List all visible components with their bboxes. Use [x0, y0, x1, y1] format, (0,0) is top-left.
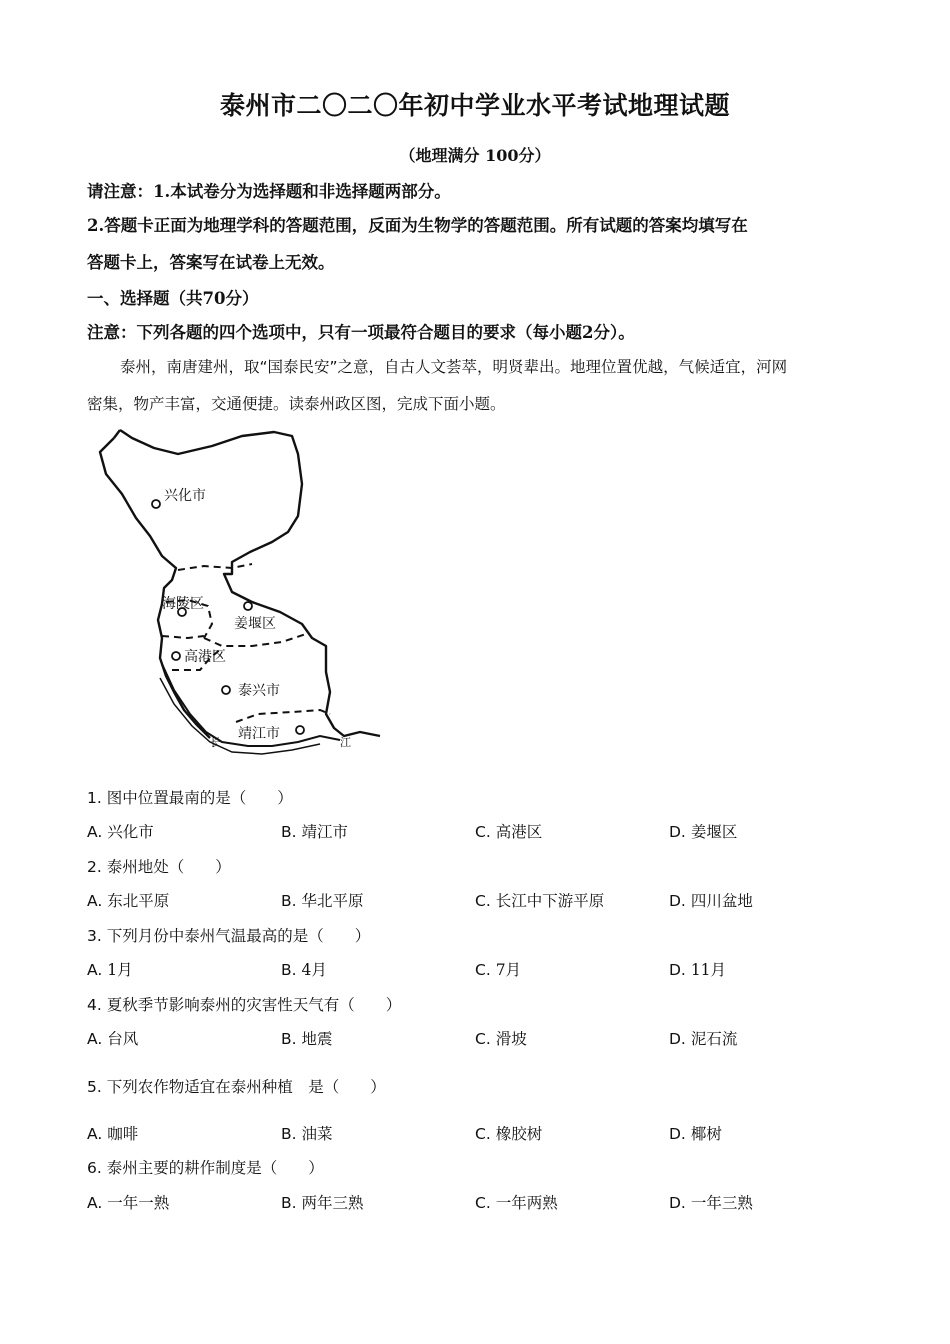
question-3-option-d: [669, 958, 726, 980]
option-letter: C.: [475, 961, 491, 979]
question-4-option-c: [475, 1027, 527, 1049]
option-letter: C.: [475, 1030, 491, 1048]
taizhou-district-map: [92, 424, 392, 764]
question-2-option-c: [475, 889, 604, 911]
option-letter: D.: [669, 892, 686, 910]
question-number: 5.: [87, 1078, 102, 1096]
question-6-option-a: [87, 1191, 169, 1213]
question-3-option-a: [87, 958, 133, 980]
option-letter: B.: [281, 892, 297, 910]
question-1: [87, 786, 293, 808]
option-text: 地震: [301, 1030, 333, 1048]
option-text: 两年三熟: [301, 1194, 364, 1212]
question-4-option-a: [87, 1027, 138, 1049]
option-letter: D.: [669, 1030, 686, 1048]
marker-jingjiang: [296, 726, 304, 734]
question-3-option-c: [475, 958, 521, 980]
label-hailing: 海陵区: [162, 596, 204, 612]
option-text: 四川盆地: [690, 892, 753, 910]
question-2-option-b: [281, 889, 364, 911]
option-text: 7月: [495, 961, 522, 979]
option-letter: C.: [475, 1194, 491, 1212]
border-hailing-gaogang: [162, 636, 204, 638]
option-letter: B.: [281, 1030, 297, 1048]
question-4-option-d: [669, 1027, 737, 1049]
option-text: 兴化市: [107, 823, 154, 841]
option-text: 油菜: [301, 1125, 333, 1143]
option-letter: A.: [87, 1125, 103, 1143]
question-1-option-b: [281, 820, 348, 842]
option-letter: A.: [87, 1194, 103, 1212]
question-5: [87, 1075, 386, 1097]
question-text: 夏秋季节影响泰州的灾害性天气有（ ）: [106, 996, 402, 1014]
label-jiangyan: 姜堰区: [234, 616, 276, 632]
label-xinghua: 兴化市: [164, 488, 206, 504]
label-chang: 长: [210, 736, 221, 749]
notice-line-2b: 答题卡上，答案写在试卷上无效。: [87, 253, 335, 272]
question-text: 泰州主要的耕作制度是（ ）: [106, 1159, 324, 1177]
question-number: 2.: [87, 858, 102, 876]
question-number: 6.: [87, 1159, 102, 1177]
exam-title: 泰州市二〇二〇年初中学业水平考试地理试题: [219, 91, 730, 120]
option-letter: A.: [87, 1030, 103, 1048]
label-taixing: 泰兴市: [238, 683, 280, 699]
marker-taixing: [222, 686, 230, 694]
option-letter: B.: [281, 1125, 297, 1143]
option-letter: B.: [281, 823, 297, 841]
option-text: 11月: [690, 961, 727, 979]
question-2: [87, 855, 231, 877]
option-text: 一年三熟: [690, 1194, 753, 1212]
option-text: 长江中下游平原: [495, 892, 605, 910]
section-heading: 一、选择题（共70分）: [87, 289, 259, 308]
option-text: 高港区: [495, 823, 543, 841]
passage-line-1: 泰州，南唐建州，取“国泰民安”之意，自古人文荟萃，明贤辈出。地理位置优越，气候适宜，河网: [120, 358, 788, 376]
notice-line-2a: 2.答题卡正面为地理学科的答题范围，反面为生物学的答题范围。所有试题的答案均填写在: [87, 216, 748, 235]
option-letter: A.: [87, 961, 103, 979]
option-text: 东北平原: [107, 892, 170, 910]
question-5-option-b: [281, 1122, 333, 1144]
question-6-option-d: [669, 1191, 753, 1213]
option-text: 1月: [107, 961, 133, 979]
question-number: 3.: [87, 927, 102, 945]
option-letter: B.: [281, 961, 297, 979]
question-5-option-d: [669, 1122, 722, 1144]
option-text: 华北平原: [301, 892, 364, 910]
map-north-edge: [114, 430, 120, 438]
option-letter: D.: [669, 1194, 686, 1212]
question-2-option-d: [669, 889, 753, 911]
marker-xinghua: [152, 500, 160, 508]
option-text: 台风: [107, 1030, 139, 1048]
border-xinghua: [178, 564, 252, 570]
question-1-option-d: [669, 820, 737, 842]
passage-line-2: 密集，物产丰富，交通便捷。读泰州政区图，完成下面小题。: [87, 395, 506, 413]
label-jingjiang: 靖江市: [238, 726, 280, 742]
question-5-option-c: [475, 1122, 542, 1144]
option-letter: D.: [669, 1125, 686, 1143]
notice-line-1: 请注意：1.本试卷分为选择题和非选择题两部分。: [87, 182, 451, 201]
question-6-option-b: [281, 1191, 364, 1213]
question-text: 泰州地处（ ）: [106, 858, 231, 876]
option-text: 泥石流: [690, 1030, 738, 1048]
question-6-option-c: [475, 1191, 558, 1213]
question-2-option-a: [87, 889, 169, 911]
exam-subtitle: （地理满分 100分）: [399, 146, 551, 165]
border-taixing-jingjiang: [236, 710, 330, 722]
marker-jiangyan: [244, 602, 252, 610]
question-text: 下列农作物适宜在泰州种植 是（ ）: [106, 1078, 386, 1096]
question-number: 4.: [87, 996, 102, 1014]
question-4-option-b: [281, 1027, 333, 1049]
option-letter: C.: [475, 823, 491, 841]
option-text: 一年两熟: [495, 1194, 558, 1212]
option-letter: D.: [669, 823, 686, 841]
label-gaogang: 高港区: [184, 649, 226, 665]
marker-gaogang: [172, 652, 180, 660]
option-letter: C.: [475, 892, 491, 910]
question-1-option-c: [475, 820, 542, 842]
question-1-option-a: [87, 820, 154, 842]
option-letter: D.: [669, 961, 686, 979]
question-text: 下列月份中泰州气温最高的是（ ）: [106, 927, 371, 945]
option-letter: A.: [87, 823, 103, 841]
option-text: 橡胶树: [495, 1125, 543, 1143]
border-gaogang-taixing: [204, 634, 306, 646]
option-text: 滑坡: [495, 1030, 527, 1048]
question-3: [87, 924, 370, 946]
question-4: [87, 993, 401, 1015]
option-text: 姜堰区: [690, 823, 738, 841]
option-letter: A.: [87, 892, 103, 910]
section-note: 注意：下列各题的四个选项中，只有一项最符合题目的要求（每小题2分）。: [87, 323, 635, 342]
option-text: 靖江市: [301, 823, 349, 841]
option-letter: B.: [281, 1194, 297, 1212]
option-text: 椰树: [690, 1125, 722, 1143]
question-3-option-b: [281, 958, 327, 980]
question-6: [87, 1156, 324, 1178]
option-text: 咖啡: [107, 1125, 139, 1143]
option-text: 一年一熟: [107, 1194, 170, 1212]
question-number: 1.: [87, 789, 102, 807]
option-letter: C.: [475, 1125, 491, 1143]
label-jiang: 江: [340, 736, 351, 749]
option-text: 4月: [301, 961, 327, 979]
question-5-option-a: [87, 1122, 138, 1144]
question-text: 图中位置最南的是（ ）: [106, 789, 293, 807]
